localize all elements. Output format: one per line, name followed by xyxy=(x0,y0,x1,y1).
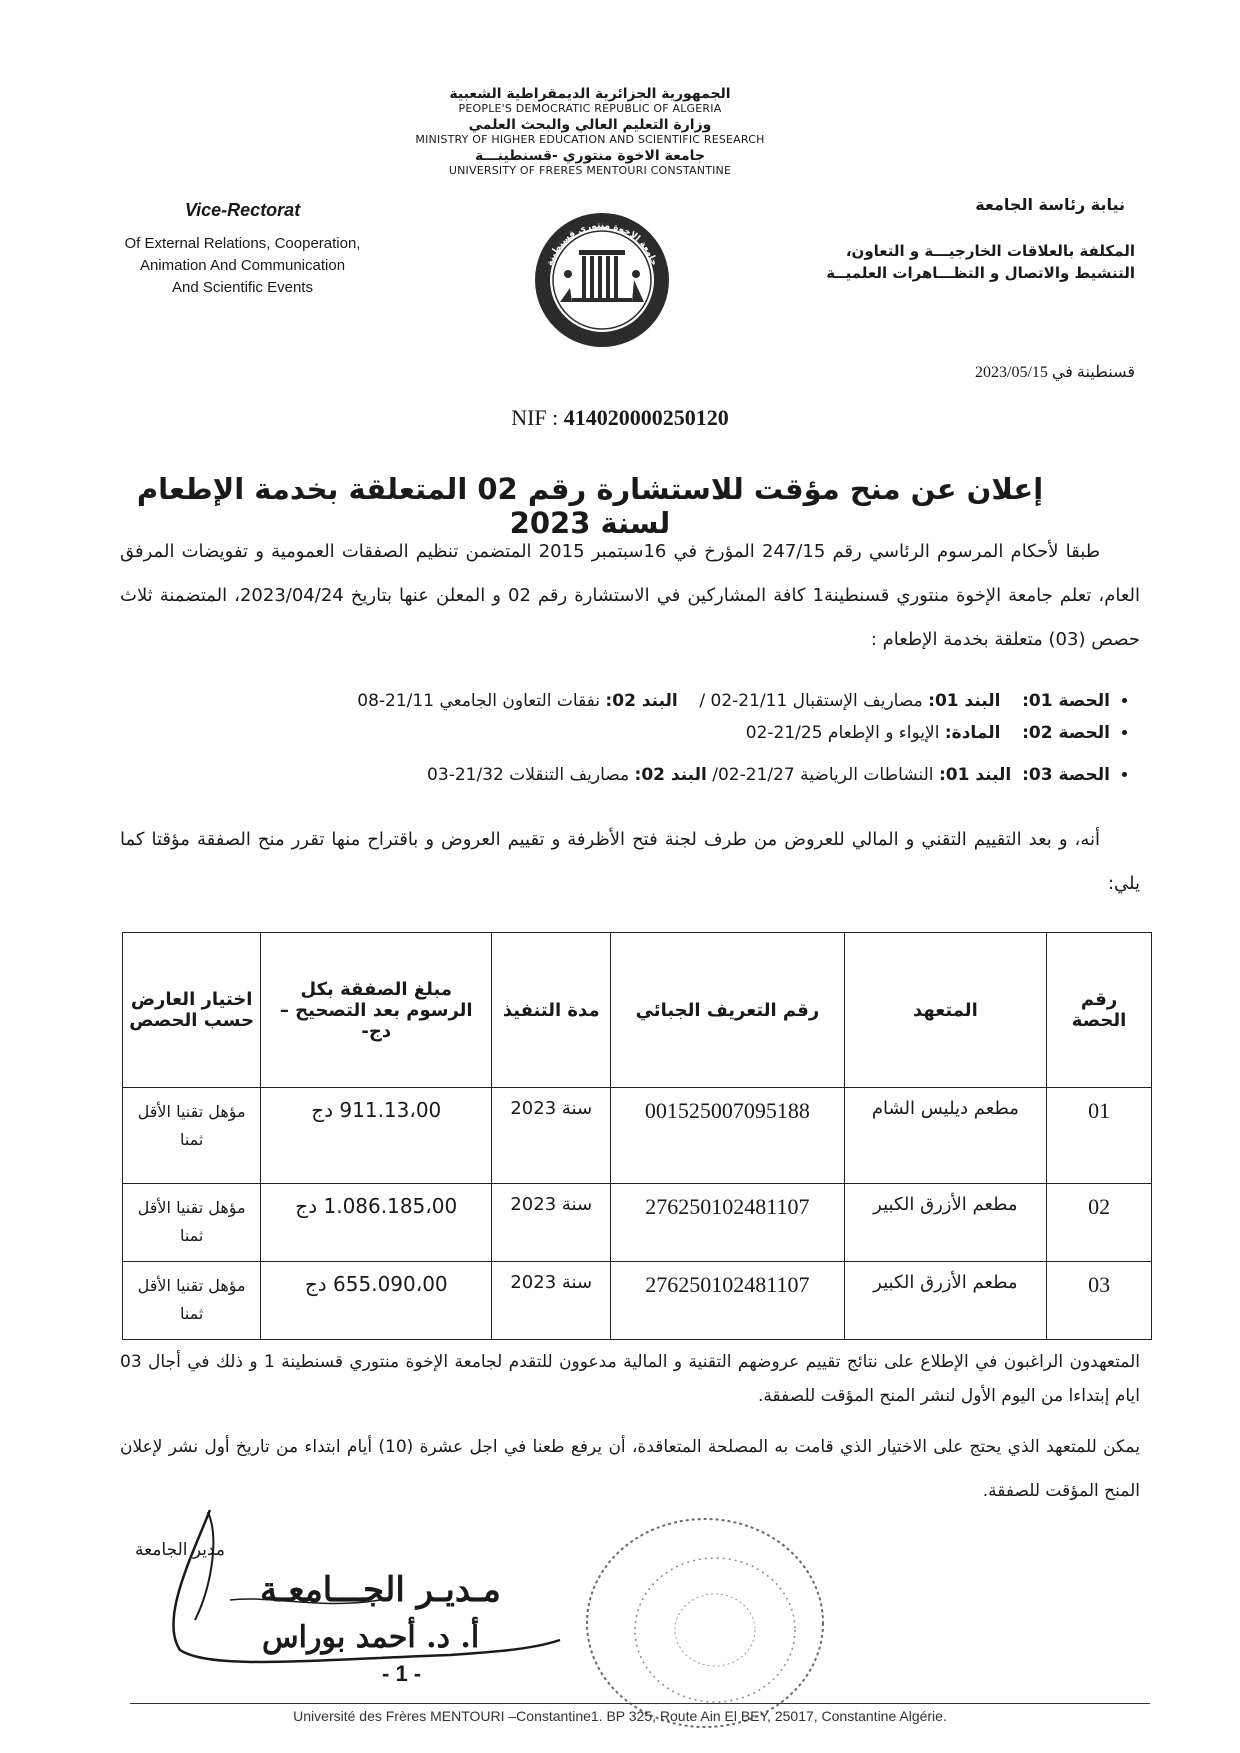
footer-divider xyxy=(130,1703,1150,1704)
page-number: - 1 - xyxy=(382,1661,422,1686)
signature-title: مـديـر الجـــامعـة xyxy=(260,1570,501,1610)
col-lot: رقم الحصة xyxy=(1047,933,1152,1088)
nif-value: 414020000250120 xyxy=(563,405,729,430)
university-logo xyxy=(532,210,672,350)
decision-paragraph: أنه، و بعد التقييم التقني و المالي للعروض من طرف لجنة فتح الأظرفة و تقييم العروض و باقتراح منها تقرر منح الصفقة مؤقتا كما يلي: xyxy=(120,829,1140,894)
republic-en: PEOPLE'S DEMOCRATIC REPUBLIC OF ALGERIA xyxy=(458,102,722,115)
nif-label: NIF : xyxy=(511,405,564,430)
issue-date: قسنطينة في 2023/05/15 xyxy=(975,364,1135,381)
vice-rectorat-ar-title: نيابة رئاسة الجامعة xyxy=(975,195,1125,214)
col-nif: رقم التعريف الجبائي xyxy=(611,933,844,1088)
footer-address: Université des Frères MENTOURI –Constantine1. BP 325, Route Ain El BEY, 25017, Constantine Algérie. xyxy=(293,1708,947,1724)
signature-label: مدير الجامعة xyxy=(135,1540,226,1560)
nif-line xyxy=(0,405,1240,431)
header-center xyxy=(370,86,810,177)
vice-rectorat-dept xyxy=(90,233,395,299)
dept-line-1: Of External Relations, Cooperation, xyxy=(124,235,361,252)
dept-ar-line-1: المكلفة بالعلاقات الخارجيـــة و التعاون، xyxy=(845,242,1135,260)
award-table xyxy=(122,932,1152,1340)
announcement-title: إعلان عن منح مؤقت للاستشارة رقم 02 المتعلقة بخدمة الإطعام لسنة 2023 xyxy=(136,472,1044,540)
vice-rectorat-title: Vice-Rectorat xyxy=(184,200,301,220)
lot-item: • الحصة 01: البند 01: مصاريف الإستقبال 21/11-02 / البند 02: نفقات التعاون الجامعي 21/11-08 xyxy=(200,688,1110,714)
results-paragraph: المتعهدون الراغبون في الإطلاع على نتائج تقييم عروضهم التقنية و المالية مدعوون للتقدم لجامعة الإخوة منتوري قسنطينة 1 و ذلك في أجال 03 ايام إبتداءا من اليوم الأول لنشر المنح المؤقت للصفقة. xyxy=(120,1352,1140,1406)
official-stamp-icon xyxy=(575,1505,835,1735)
col-bidder: المتعهد xyxy=(844,933,1047,1088)
lot-item: • الحصة 03: البند 01: النشاطات الرياضية 21/27-02/ البند 02: مصاريف التنقلات 21/32-03 xyxy=(200,762,1110,788)
vice-rectorat-ar-block xyxy=(795,195,1135,282)
table-row: 03 مطعم الأزرق الكبير 276250102481107 سنة 2023 655.090،00 دج مؤهل تقنيا الأقل ثمنا xyxy=(123,1262,1152,1340)
intro-paragraph: طبقا لأحكام المرسوم الرئاسي رقم 247/15 المؤرخ في 16سبتمبر 2015 المتضمن تنظيم الصفقات العمومية و تفويضات المرفق العام، تعلم جامعة الإخوة منتوري قسنطينة1 كافة المشاركين في الاستشارة رقم 02 و المعلن عنها بتاريخ 2023/04/24، المتضمنة ثلاث حصص (03) متعلقة بخدمة الإطعام : xyxy=(120,541,1141,650)
table-row: 01 مطعم ديليس الشام 001525007095188 سنة 2023 911.13،00 دج مؤهل تقنيا الأقل ثمنا xyxy=(123,1088,1152,1184)
republic-ar: الجمهورية الجزائرية الديمقراطية الشعبية xyxy=(449,86,731,102)
col-choice: اختيار العارض حسب الحصص xyxy=(123,933,261,1088)
dept-ar-line-2: التنشيط والاتصال و التظـــاهرات العلميــة xyxy=(826,264,1135,282)
lots-list xyxy=(200,688,1138,794)
dept-line-2: Animation And Communication xyxy=(139,257,346,274)
signature-name: أ. د. أحمد بوراس xyxy=(262,1620,480,1655)
svg-text:جامعة الإخوة منتوري قسنطينة: جامعة الإخوة منتوري قسنطينة xyxy=(545,220,659,268)
lot-item: • الحصة 02: المادة: الإيواء و الإطعام 21/25-02 xyxy=(200,720,1110,746)
appeal-paragraph: يمكن للمتعهد الذي يحتج على الاختيار الذي قامت به المصلحة المتعاقدة، أن يرفع طعنا في اجل عشرة (10) أيام ابتداء من تاريخ أول نشر لإعلان المنح المؤقت للصفقة. xyxy=(120,1437,1140,1501)
table-row: 02 مطعم الأزرق الكبير 276250102481107 سنة 2023 1.086.185،00 دج مؤهل تقنيا الأقل ثمنا xyxy=(123,1184,1152,1262)
table-header-row xyxy=(123,933,1152,1088)
vice-rectorat-block xyxy=(90,200,395,299)
university-ar: جامعة الاخوة منتوري -قسنطينـــة xyxy=(474,148,705,164)
ministry-en: MINISTRY OF HIGHER EDUCATION AND SCIENTIFIC RESEARCH xyxy=(415,133,765,146)
university-en: UNIVERSITY OF FRERES MENTOURI CONSTANTINE xyxy=(448,164,732,177)
ministry-ar: وزارة التعليم العالي والبحث العلمي xyxy=(468,117,712,133)
dept-line-3: And Scientific Events xyxy=(172,279,313,296)
col-amount: مبلغ الصفقة بكل الرسوم بعد التصحيح –دج- xyxy=(261,933,492,1088)
col-duration: مدة التنفيذ xyxy=(492,933,611,1088)
